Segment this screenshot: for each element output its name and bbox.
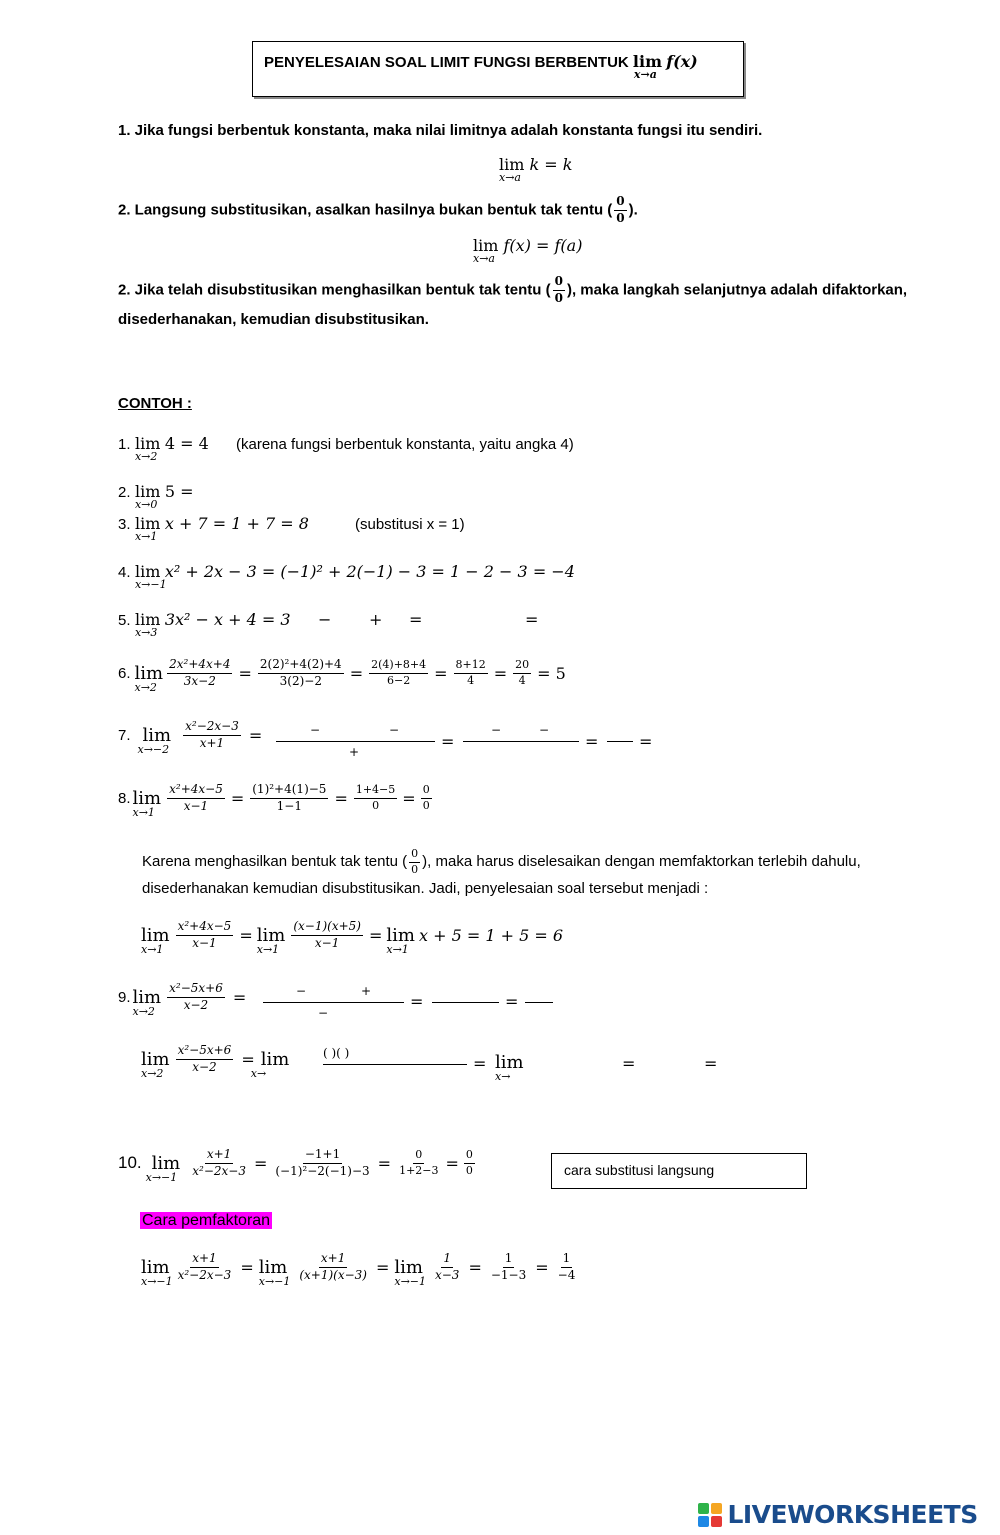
example-5: 5. lim x→3 3x² − x + 4 = 3 — [118, 610, 291, 639]
title-box — [252, 41, 744, 97]
page-title: PENYELESAIAN SOAL LIMIT FUNGSI BERBENTUK lim x→a f(x) — [264, 52, 698, 81]
e7-eq3: = — [585, 732, 599, 751]
e5-eq2: = — [525, 610, 539, 629]
e9-sol-eq2: = — [473, 1054, 487, 1073]
e9-sol-eq4: = — [704, 1054, 718, 1073]
example-7: 7. lim x→−2 $\frac{\text{x²−2x−3}}{x+1}$ = — [118, 719, 263, 756]
e7-blank-frac-1: − − + — [276, 723, 435, 761]
example-3: 3. lim x→1 x + 7 = 1 + 7 = 8 — [118, 514, 309, 543]
liveworksheets-icon — [697, 1502, 723, 1528]
liveworksheets-wordmark: LIVEWORKSHEETS — [727, 1500, 978, 1529]
e5-eq1: = — [409, 610, 423, 629]
rule-3: 2. Jika telah disubstitusikan menghasilkan bentuk tak tentu ( $\frac{0}{0}$ ), maka langkah selanjutnya adalah difaktorkan, — [118, 274, 908, 305]
title-lim: lim x→a — [632, 52, 663, 81]
factoring-label: Cara pemfaktoran — [142, 1212, 271, 1229]
e7-blank-frac-2: − − — [463, 723, 579, 753]
example-9: 9. lim x→2 $\frac{\text{x²−5x+6}}{x-2}$ = — [118, 981, 247, 1018]
e8-solution: lim x→1 $\frac{\text{x²+4x−5}}{x-1}$ = lim x→1 $\frac{(x-1)(x+5)}{x-1}$ = lim x→1 x + 5 = 1 + 5 = 6 — [141, 919, 564, 956]
e7-blank-frac-3 — [607, 741, 633, 742]
e5-minus: − — [318, 610, 332, 629]
example-1: 1. lim x→2 4 = 4 — [118, 434, 209, 463]
e9-blank-frac-3 — [525, 1002, 553, 1003]
e8-explanation-cont: disederhanakan kemudian disubstitusikan. Jadi, penyelesaian soal tersebut menjadi : — [142, 880, 709, 897]
contoh-heading: CONTOH : — [118, 395, 192, 412]
e9-eq2: = — [410, 992, 424, 1011]
example-6: 6. lim x→2 $\frac{\text{2x²+4x+4}}{3x-2}$ = $\frac{\text{2(2)²+4(2)+4}}{3(2)-2}$ = $\frac{2(4)+8+4}{6-2}$ = $\frac{8+12}{4}$ = $\frac{20}{4}$ = 5 — [118, 657, 566, 694]
e9-sol-paren: ( )( ) — [323, 1046, 350, 1060]
example-4: 4. lim x→−1 x² + 2x − 3 = (−1)² + 2(−1) − 3 = 1 − 2 − 3 = −4 — [118, 562, 575, 591]
example-2: 2. lim x→0 5 = — [118, 482, 194, 511]
e5-plus: + — [369, 610, 383, 629]
e7-eq2: = — [441, 732, 455, 751]
e9-blank-frac-1: − + − — [263, 984, 404, 1024]
e8-explanation: Karena menghasilkan bentuk tak tentu ( $\frac{0}{0}$ ), maka harus diselesaikan dengan memfaktorkan terlebih dahulu, — [142, 847, 861, 876]
rule-1-formula: lim x→a k = k — [499, 155, 573, 184]
rule-2: 2. Langsung substitusikan, asalkan hasilnya bukan bentuk tak tentu ( $\frac{0}{0}$ ). — [118, 194, 638, 225]
substitution-note-box — [551, 1153, 807, 1189]
e10-solution: lim x→−1 $\frac{x+1}{\text{x²−2x−3}}$ = lim x→−1 $\frac{x+1}{(x+1)(x-3)}$ = lim x→−1 $\frac{1}{x-3}$ = $\frac{1}{-1-3}$ = $\frac{1}{-4}$ — [141, 1251, 576, 1288]
substitution-note-text: cara substitusi langsung — [564, 1162, 715, 1178]
example-8: 8. lim x→1 $\frac{\text{x²+4x−5}}{x-1}$ = $\frac{\text{(1)²+4(1)−5}}{1-1}$ = $\frac{1+4-5}{0}$ = $\frac{0}{0}$ — [118, 782, 430, 819]
e9-eq3: = — [505, 992, 519, 1011]
rule-2-formula: lim x→a f(x) = f(a) — [473, 236, 583, 265]
e9-solution: lim x→2 $\frac{\text{x²−5x+6}}{x-2}$ = lim x→ — [141, 1043, 290, 1080]
e9-blank-frac-2 — [432, 1002, 499, 1003]
liveworksheets-logo[interactable] — [697, 1500, 978, 1529]
example-3-note: (substitusi x = 1) — [355, 516, 465, 533]
title-text: PENYELESAIAN SOAL LIMIT FUNGSI BERBENTUK — [264, 54, 629, 71]
e9-sol-lim2: lim x→ — [495, 1052, 524, 1083]
e7-eq4: = — [639, 732, 653, 751]
example-10: 10. lim x→−1 $\frac{x+1}{\text{x²−2x−3}}$ = $\frac{-1+1}{\text{(−1)²−2(−1)−3}}$ = $\frac{0}{1+2-3}$ = $\frac{0}{0}$ — [118, 1147, 473, 1184]
rule-1: 1. Jika fungsi berbentuk konstanta, maka nilai limitnya adalah konstanta fungsi itu sendiri. — [118, 122, 763, 139]
e9-sol-eq3: = — [622, 1054, 636, 1073]
rule-3-cont: disederhanakan, kemudian disubstitusikan. — [118, 311, 429, 328]
example-1-note: (karena fungsi berbentuk konstanta, yaitu angka 4) — [236, 436, 574, 453]
e9-sol-frac-line — [323, 1064, 467, 1065]
